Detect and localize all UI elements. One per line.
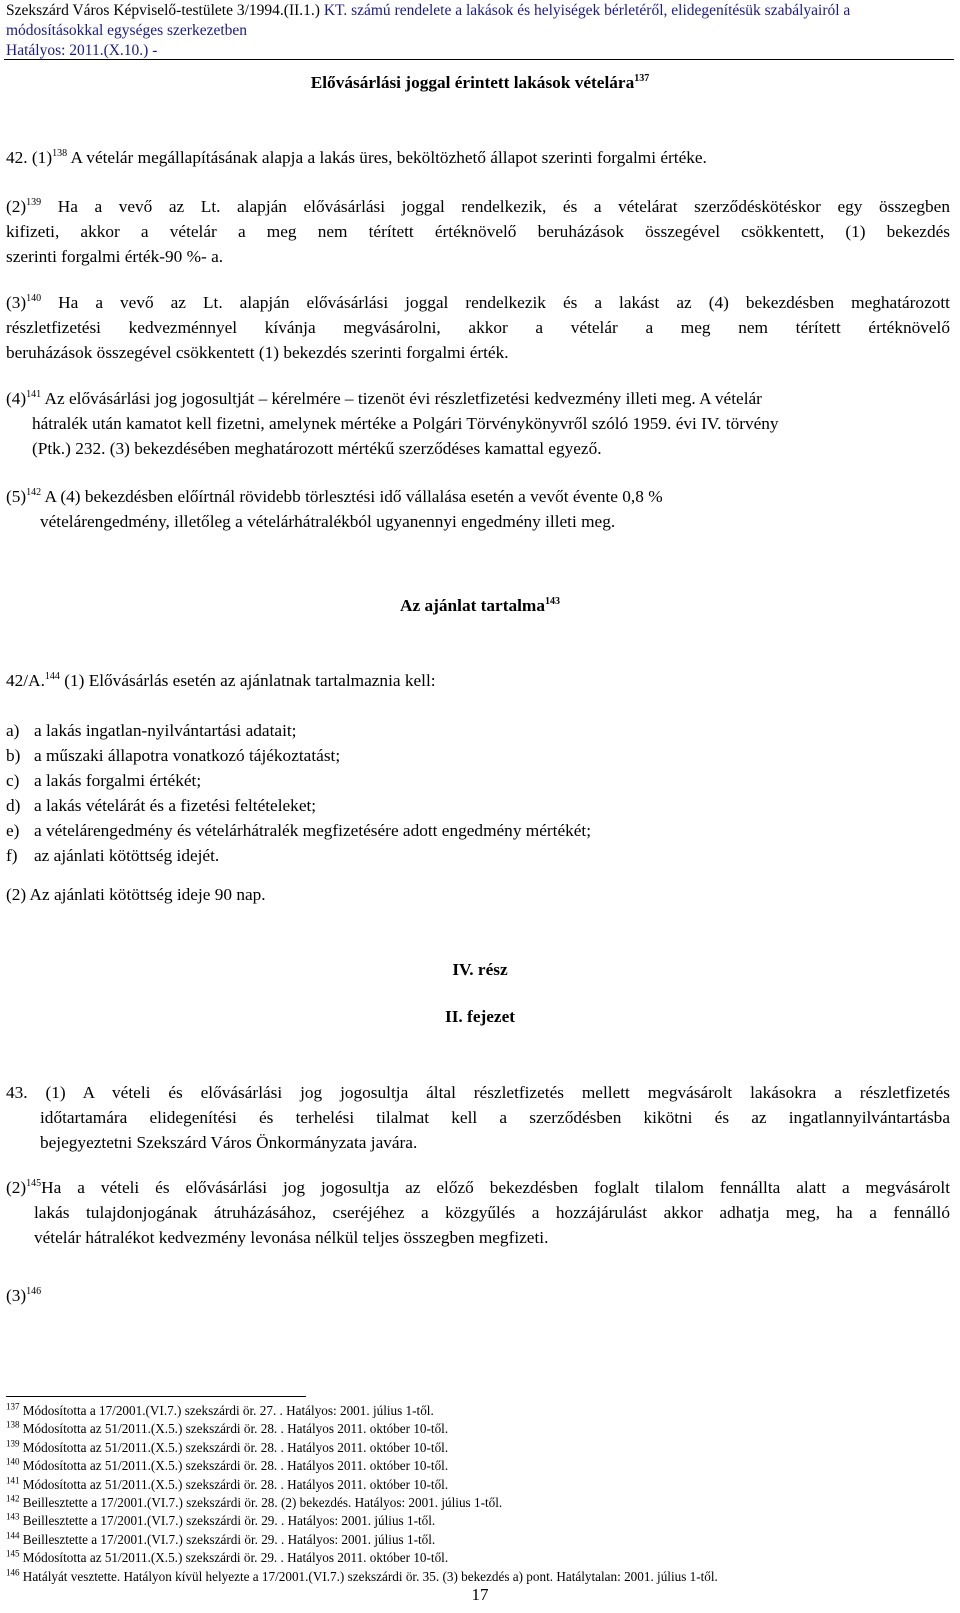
header-line1-black: Szekszárd Város Képviselő-testülete 3/1994.(II.1.)	[6, 2, 320, 19]
paragraph-number: 42. (1)	[6, 148, 53, 167]
footnote-text: Beillesztette a 17/2001.(VI.7.) szekszárdi ör. 29. . Hatályos: 2001. július 1-től.	[22, 1531, 436, 1547]
list-marker: a)	[6, 721, 20, 740]
paragraph-line: Ha a vevő az Lt. alapján elővásárlási joggal rendelkezik, és a vételárat szerződéskötéskor egy összegben	[57, 197, 950, 216]
paragraph-line: hátralék után kamatot kell fizetni, amelynek mértéke a Polgári Törvénykönyvről szóló 1959. évi IV. törvény	[32, 414, 779, 433]
list-item-text: a műszaki állapotra vonatkozó tájékoztatást;	[34, 746, 341, 765]
paragraph-number: (3)	[6, 1286, 27, 1305]
page-number: 17	[471, 1585, 489, 1604]
section-title	[0, 70, 960, 95]
footnote-ref: 144	[44, 671, 60, 683]
footnote-number: 141	[6, 1475, 20, 1486]
paragraph-number: (2)	[6, 1178, 27, 1197]
footnote-text: Módosította az 51/2011.(X.5.) szekszárdi ör. 28. . Hatályos 2011. október 10-től.	[22, 1421, 449, 1437]
footnote-text: Módosította az 51/2011.(X.5.) szekszárdi ör. 29. . Hatályos 2011. október 10-től.	[22, 1550, 449, 1566]
footnote-ref: 137	[634, 73, 650, 85]
footnote-ref: 138	[52, 148, 68, 160]
footnote-number: 146	[6, 1567, 20, 1578]
paragraph-line: Az elővásárlási jog jogosultját – kérelmére – tizenöt évi részletfizetési kedvezmény illeti meg. A vételár	[44, 389, 762, 408]
footnote-ref: 139	[26, 197, 42, 209]
footnote-number: 137	[6, 1401, 20, 1412]
footnote-number: 143	[6, 1512, 20, 1522]
footnote-number: 140	[6, 1456, 20, 1467]
chapter-title: II. fejezet	[444, 1007, 516, 1026]
header-line2: módosításokkal egységes szerkezetben	[6, 22, 248, 39]
footnote	[6, 1495, 502, 1511]
footnote	[6, 1513, 435, 1529]
paragraph-number: (2)	[6, 197, 27, 216]
footnote-text: Hatályát vesztette. Hatályon kívül helyezte a 17/2001.(VI.7.) szekszárdi ör. 35. (3) bekezdés a) pont. Hatálytalan: 2001. július 1-től.	[22, 1568, 718, 1584]
paragraph-43-2	[6, 1175, 950, 1250]
paragraph-line: részletfizetési kedvezménnyel kívánja megvásárolni, akkor a vételár a meg nem térített értéknövelő	[6, 318, 950, 337]
paragraph-line: vételárengedmény, illetőleg a vételárhátralékból ugyanennyi engedmény illeti meg.	[40, 512, 616, 531]
header-line3: Hatályos: 2011.(X.10.) -	[6, 42, 158, 59]
header-line1-blue: KT. számú rendelete a lakások és helyiségek bérletéről, elidegenítésük szabályairól a	[323, 2, 851, 19]
paragraph-42a-2: (2) Az ajánlati kötöttség ideje 90 nap.	[6, 885, 266, 904]
footnote-number: 145	[6, 1548, 20, 1559]
paragraph-number: 43. (1)	[6, 1083, 66, 1102]
footnote-text: Módosította az 51/2011.(X.5.) szekszárdi ör. 28. . Hatályos 2011. október 10-től.	[22, 1476, 449, 1492]
footnote-rule	[6, 1396, 306, 1397]
running-header	[6, 1, 946, 61]
list-item-text: a vételárengedmény és vételárhátralék megfizetésére adott engedmény mértékét;	[34, 821, 592, 840]
list-item	[6, 843, 950, 868]
list-marker: f)	[6, 846, 18, 865]
paragraph-line: A vételi és elővásárlási jog jogosultja által részletfizetés mellett megvásárolt lakásokra a részletfizetés	[82, 1083, 950, 1102]
footnote-number: 144	[6, 1530, 20, 1541]
list-item	[6, 718, 950, 743]
list-item-text: a lakás forgalmi értékét;	[34, 771, 202, 790]
footnote-ref: 142	[26, 487, 42, 499]
section-title-text: Az ajánlat tartalma	[400, 596, 545, 615]
part-title: IV. rész	[452, 960, 508, 979]
list-marker: b)	[6, 746, 21, 765]
list-marker: c)	[6, 771, 20, 790]
paragraph-text: (1) Elővásárlás esetén az ajánlatnak tartalmaznia kell:	[64, 671, 436, 690]
paragraph-number: (5)	[6, 487, 27, 506]
list-item-text: a lakás vételárát és a fizetési feltételeket;	[34, 796, 317, 815]
list-item-text: az ajánlati kötöttség idejét.	[34, 846, 220, 865]
paragraph-line: lakás tulajdonjogának átruházásához, cseréjéhez a közgyűlés a hozzájárulást akkor adhatja meg, ha a fennálló	[34, 1203, 950, 1222]
footnote-text: Módosította az 51/2011.(X.5.) szekszárdi ör. 28. . Hatályos 2011. október 10-től.	[22, 1458, 449, 1474]
footnote-text: Módosította a 17/2001.(VI.7.) szekszárdi ör. 27. . Hatályos: 2001. július 1-től.	[22, 1403, 434, 1418]
paragraph-number: 42/A.	[6, 671, 45, 690]
footnote	[6, 1532, 435, 1548]
paragraph-line: vételár hátralékot kedvezmény levonása nélkül teljes összegben megfizeti.	[34, 1228, 549, 1247]
paragraph-42-2	[6, 194, 950, 269]
paragraph-line: bejegyeztetni Szekszárd Város Önkormányzata javára.	[40, 1133, 418, 1152]
paragraph-43-3	[6, 1283, 950, 1308]
list-item-text: a lakás ingatlan-nyilvántartási adatait;	[34, 721, 297, 740]
paragraph-42-3	[6, 290, 950, 365]
footnote-number: 142	[6, 1493, 20, 1504]
list-item	[6, 818, 950, 843]
footnote-number: 138	[6, 1420, 20, 1430]
paragraph-42a-1	[6, 668, 950, 693]
footnote	[6, 1569, 718, 1585]
paragraph-text: A vételár megállapításának alapja a lakás üres, beköltözhető állapot szerinti forgalmi értéke.	[70, 148, 707, 167]
paragraph-line: szerinti forgalmi érték-90 %- a.	[6, 247, 224, 266]
footnote-ref: 145	[26, 1178, 42, 1190]
list-marker: e)	[6, 821, 20, 840]
list-marker: d)	[6, 796, 21, 815]
footnote-ref: 141	[26, 389, 42, 401]
footnote	[6, 1477, 448, 1493]
item-list	[6, 718, 950, 868]
footnote	[6, 1421, 448, 1437]
footnote-ref: 146	[26, 1286, 42, 1298]
paragraph-line: Ha a vevő az Lt. alapján elővásárlási joggal rendelkezik és a lakást az (4) bekezdésben meghatározott	[58, 293, 950, 312]
footnote-text: Beillesztette a 17/2001.(VI.7.) szekszárdi ör. 29. . Hatályos: 2001. július 1-től.	[22, 1513, 436, 1529]
footnote	[6, 1403, 434, 1419]
paragraph-42-4	[6, 386, 950, 461]
footnote-text: Beillesztette a 17/2001.(VI.7.) szekszárdi ör. 28. (2) bekezdés. Hatályos: 2001. július 1-től.	[22, 1495, 503, 1510]
footnote-text: Módosította az 51/2011.(X.5.) szekszárdi ör. 28. . Hatályos 2011. október 10-től.	[22, 1439, 449, 1455]
paragraph-line: (Ptk.) 232. (3) bekezdésében meghatározott mértékű szerződéses kamattal egyező.	[32, 439, 602, 458]
section-title-text: Elővásárlási joggal érintett lakások vételára	[310, 73, 635, 92]
footnote-ref: 140	[26, 293, 42, 305]
paragraph-42-1	[6, 145, 950, 170]
paragraph-42-5	[6, 484, 950, 534]
paragraph-43-1	[6, 1080, 950, 1155]
paragraph-number: (4)	[6, 389, 27, 408]
footnote-number: 139	[6, 1438, 20, 1449]
footnote	[6, 1550, 448, 1566]
footnote	[6, 1440, 448, 1456]
paragraph-number: (3)	[6, 293, 27, 312]
paragraph-line: A (4) bekezdésben előírtnál rövidebb törlesztési idő vállalása esetén a vevőt évente 0,8 %	[44, 487, 663, 506]
paragraph-line: kifizeti, akkor a vételár a meg nem térített értéknövelő beruházások összegével csökkentett, (1) bekezdés	[6, 222, 950, 241]
list-item	[6, 743, 950, 768]
list-item	[6, 768, 950, 793]
footnote-ref: 143	[544, 596, 560, 608]
header-rule	[4, 59, 954, 60]
paragraph-line: beruházások összegével csökkentett (1) bekezdés szerinti forgalmi érték.	[6, 343, 509, 362]
section-title-2	[0, 593, 960, 618]
paragraph-line: időtartamára elidegenítési és terhelési tilalmat kell a szerződésben kikötni és az ingatlannyilvántartásba	[40, 1108, 950, 1127]
paragraph-line: Ha a vételi és elővásárlási jog jogosultja az előző bekezdésben foglalt tilalom fennállta alatt a megvásárolt	[41, 1178, 950, 1197]
footnote	[6, 1458, 448, 1474]
list-item	[6, 793, 950, 818]
